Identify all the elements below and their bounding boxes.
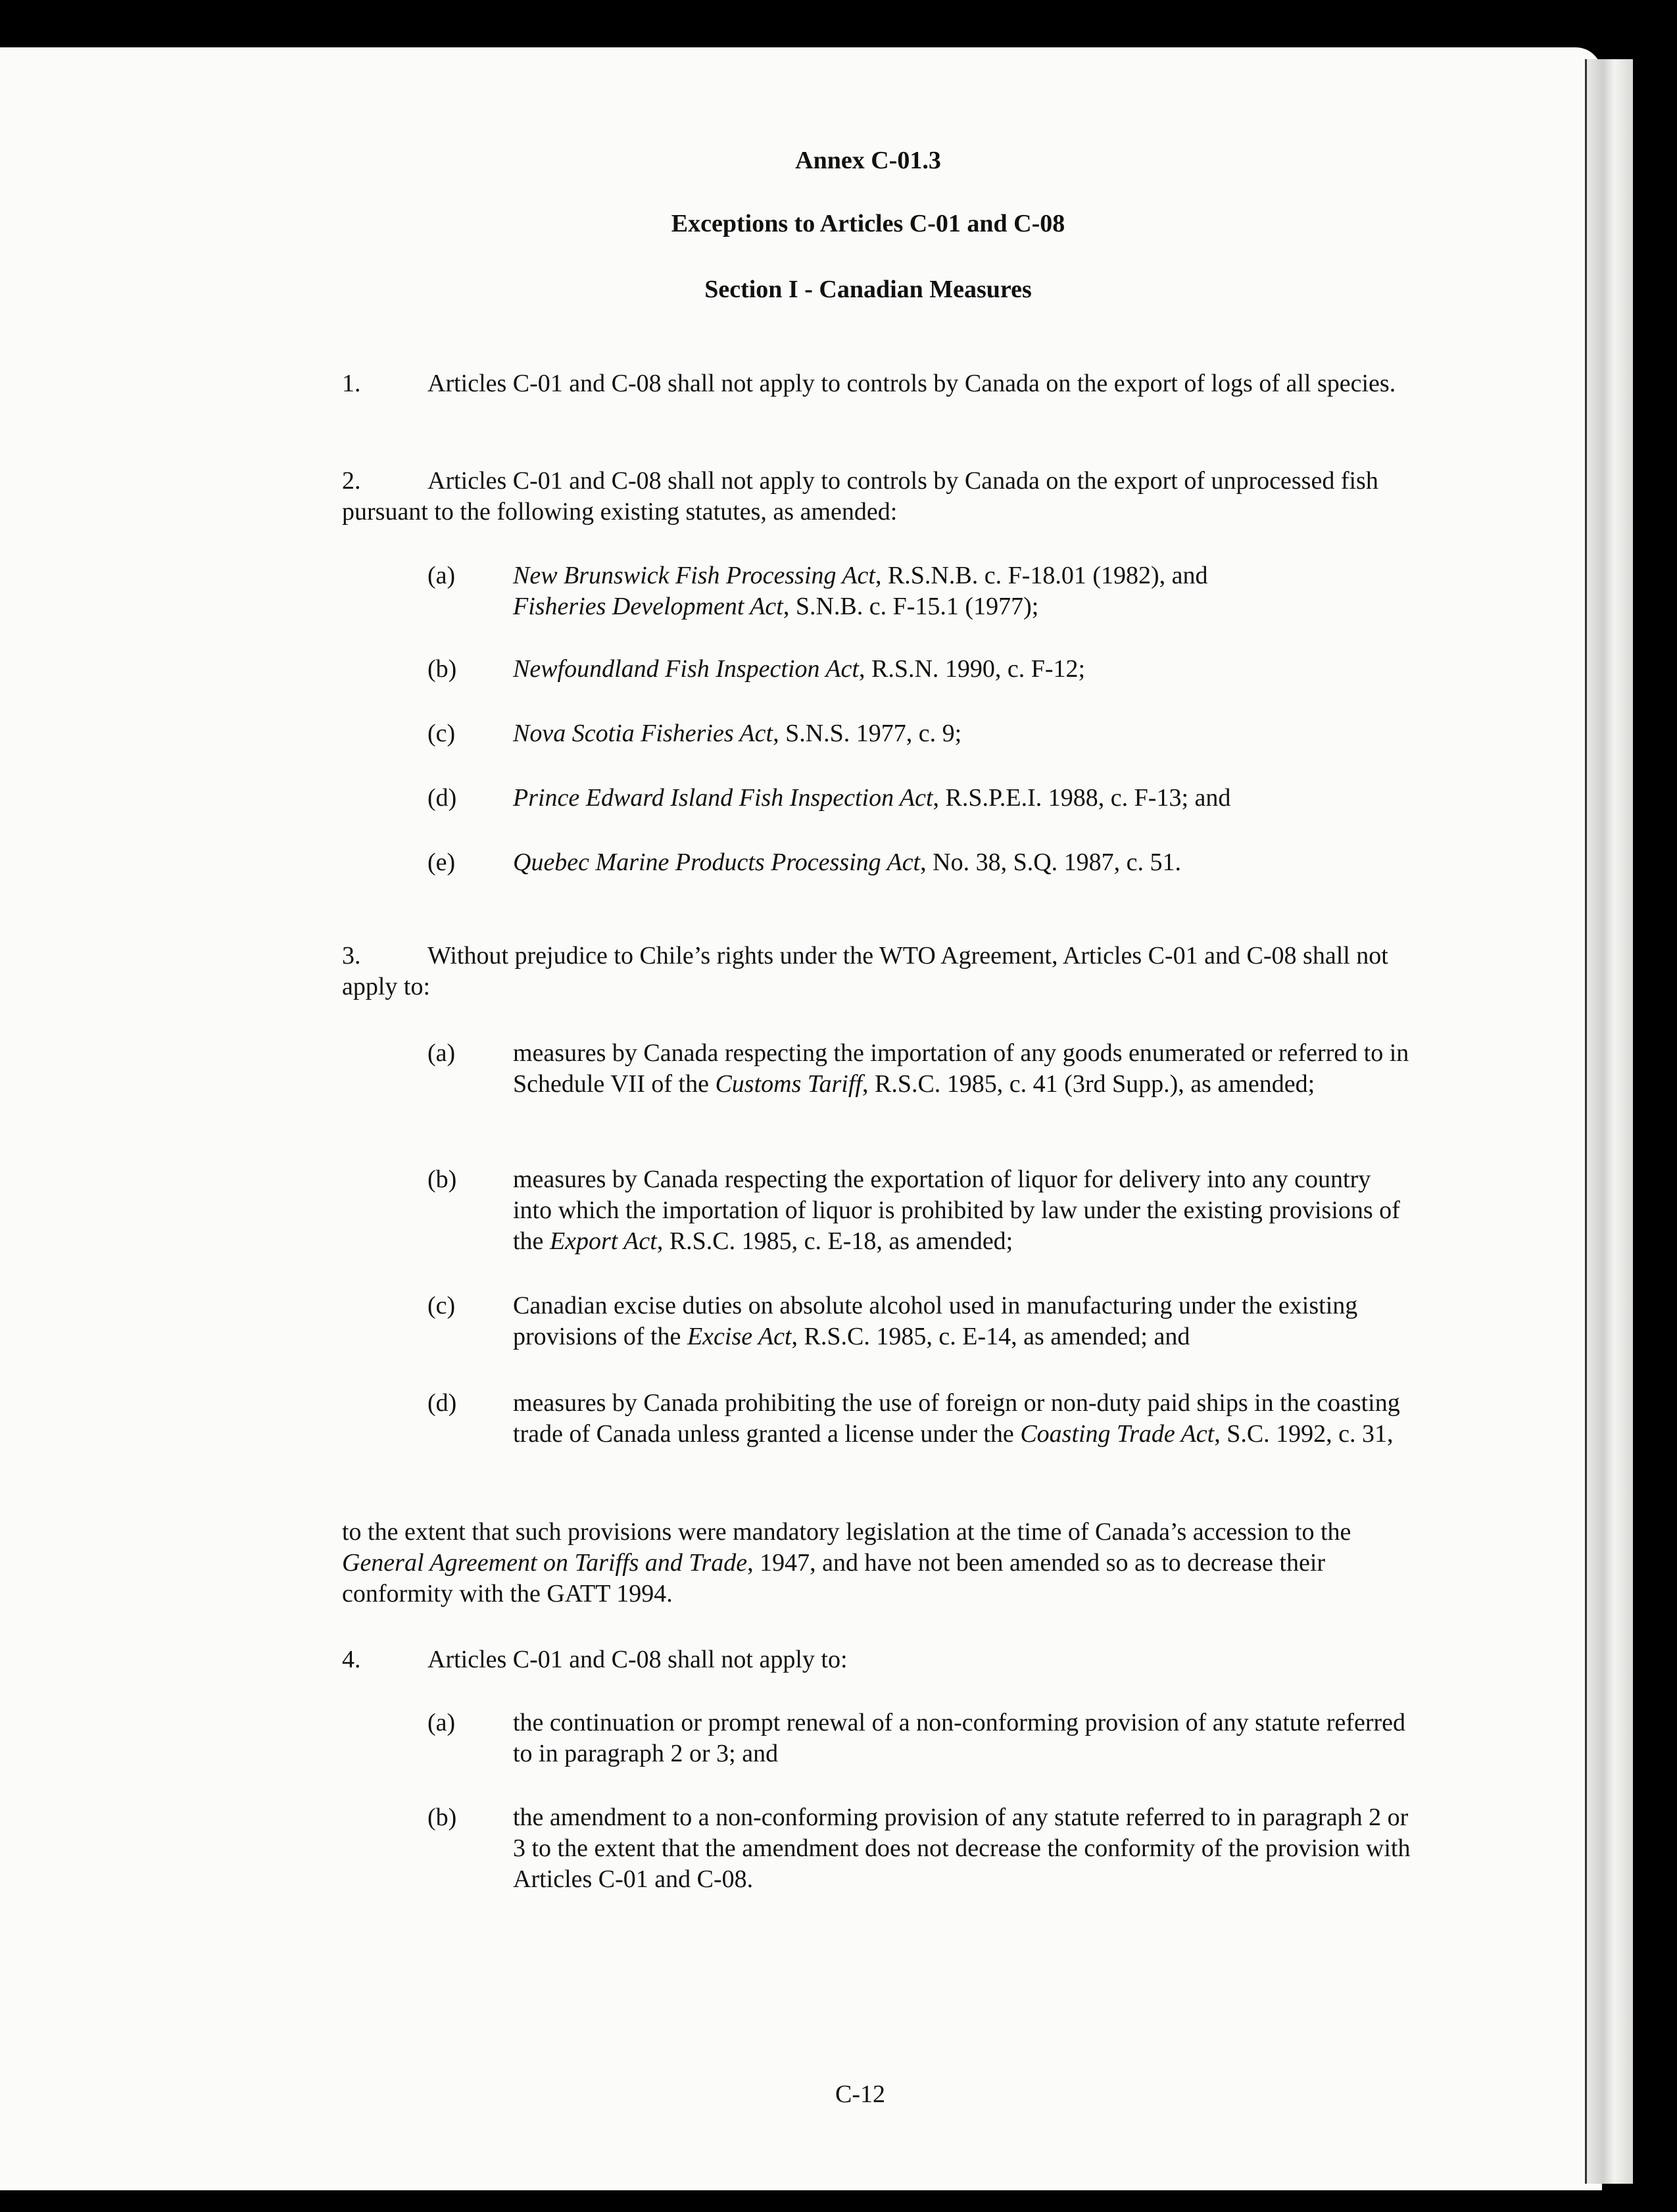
item-text bbox=[513, 654, 1414, 685]
item-label: (d) bbox=[427, 1389, 457, 1417]
item-body: measures by Canada respecting the importation of any goods enumerated or referred to in Schedule VII of the bbox=[513, 1039, 1409, 1098]
item-label: (d) bbox=[427, 784, 457, 812]
paragraph-number: 3. bbox=[342, 942, 361, 970]
item-body: measures by Canada prohibiting the use of foreign or non-duty paid ships in the coasting trade of Canada unless granted a license under the bbox=[513, 1389, 1400, 1448]
section-title: Section I - Canadian Measures bbox=[704, 276, 1032, 303]
item-label: (a) bbox=[427, 1039, 456, 1067]
item-body: Canadian excise duties on absolute alcohol used in manufacturing under the existing provisions of the bbox=[513, 1292, 1358, 1350]
item-citation: , R.S.C. 1985, c. E-18, as amended; bbox=[656, 1227, 1013, 1255]
item-label: (c) bbox=[427, 720, 456, 747]
paragraph-4 bbox=[342, 1644, 1414, 1675]
item-text bbox=[513, 1038, 1414, 1100]
paragraph-1 bbox=[342, 368, 1414, 399]
item-text bbox=[513, 718, 1414, 749]
item-citation: , R.S.N. 1990, c. F-12; bbox=[858, 655, 1086, 683]
item-body: measures by Canada respecting the exportation of liquor for delivery into any country into which the importation of liquor is prohibited by law under the existing provisions of the bbox=[513, 1166, 1400, 1255]
paragraph-number: 4. bbox=[342, 1646, 361, 1673]
paragraph-text: Without prejudice to Chile’s rights under the WTO Agreement, Articles C-01 and C-08 shall not apply to: bbox=[342, 942, 1388, 1000]
item-citation: , S.C. 1992, c. 31, bbox=[1214, 1420, 1394, 1448]
item-citation: , R.S.P.E.I. 1988, c. F-13; and bbox=[933, 784, 1231, 812]
paragraph-3 bbox=[342, 941, 1414, 1002]
act-name: Newfoundland Fish Inspection Act bbox=[513, 655, 859, 683]
paragraph-text: Articles C-01 and C-08 shall not apply to controls by Canada on the export of logs of all species. bbox=[427, 370, 1396, 397]
act-name: Export Act bbox=[549, 1227, 657, 1255]
scan-page-edge bbox=[1585, 59, 1633, 2184]
paragraph-text: Articles C-01 and C-08 shall not apply to controls by Canada on the export of unprocessed fish pursuant to the following existing statutes, as amended: bbox=[342, 467, 1378, 526]
item-text bbox=[513, 1388, 1414, 1450]
item-label: (c) bbox=[427, 1292, 456, 1319]
act-name: Customs Tariff bbox=[715, 1070, 862, 1098]
item-text: the amendment to a non-conforming provision of any statute referred to in paragraph 2 or 3 to the extent that the amendment does not decrease the conformity of the provision with Articles C-01 and C-08. bbox=[513, 1804, 1411, 1893]
item-citation: , R.S.C. 1985, c. 41 (3rd Supp.), as amended; bbox=[862, 1070, 1315, 1098]
act-name: Excise Act bbox=[687, 1323, 792, 1350]
act-name: Nova Scotia Fisheries Act bbox=[513, 720, 773, 747]
act-name: Coasting Trade Act bbox=[1020, 1420, 1215, 1448]
item-label: (b) bbox=[427, 655, 457, 683]
scan-bottom-border bbox=[0, 2190, 1677, 2212]
paragraph-number: 1. bbox=[342, 370, 361, 397]
item-label: (b) bbox=[427, 1804, 457, 1831]
act-name: General Agreement on Tariffs and Trade bbox=[342, 1549, 748, 1577]
act-name: New Brunswick Fish Processing Act bbox=[513, 562, 875, 589]
item-text bbox=[513, 1164, 1414, 1257]
act-name: Quebec Marine Products Processing Act bbox=[513, 848, 921, 876]
paragraph-3-closing bbox=[342, 1517, 1414, 1610]
act-name: Prince Edward Island Fish Inspection Act bbox=[513, 784, 933, 812]
paragraph-text: Articles C-01 and C-08 shall not apply to: bbox=[427, 1646, 848, 1673]
paragraph-2 bbox=[342, 466, 1414, 528]
annex-title: Annex C-01.3 bbox=[795, 147, 941, 174]
item-citation: , S.N.B. c. F-15.1 (1977); bbox=[783, 593, 1039, 620]
item-text bbox=[513, 560, 1414, 622]
paragraph-number: 2. bbox=[342, 467, 361, 495]
item-label: (a) bbox=[427, 562, 456, 589]
page-number: C-12 bbox=[835, 2080, 885, 2108]
item-citation: , No. 38, S.Q. 1987, c. 51. bbox=[920, 848, 1182, 876]
act-name: Fisheries Development Act bbox=[513, 593, 783, 620]
document-title: Exceptions to Articles C-01 and C-08 bbox=[671, 210, 1065, 237]
closing-text: to the extent that such provisions were mandatory legislation at the time of Canada’s accession to the bbox=[342, 1518, 1351, 1546]
closing-text: , 1947, and have not been amended so as to decrease their conformity with the GATT 1994. bbox=[342, 1549, 1326, 1608]
item-citation: , R.S.C. 1985, c. E-14, as amended; and bbox=[791, 1323, 1190, 1350]
item-text: the continuation or prompt renewal of a non-conforming provision of any statute referred to in paragraph 2 or 3; and bbox=[513, 1709, 1406, 1767]
item-citation: , S.N.S. 1977, c. 9; bbox=[773, 720, 962, 747]
item-citation: , R.S.N.B. c. F-18.01 (1982), and bbox=[875, 562, 1208, 589]
item-label: (e) bbox=[427, 848, 456, 876]
item-text bbox=[513, 1290, 1414, 1352]
item-label: (a) bbox=[427, 1709, 456, 1736]
item-text bbox=[513, 847, 1414, 878]
item-label: (b) bbox=[427, 1166, 457, 1193]
item-text bbox=[513, 783, 1414, 814]
